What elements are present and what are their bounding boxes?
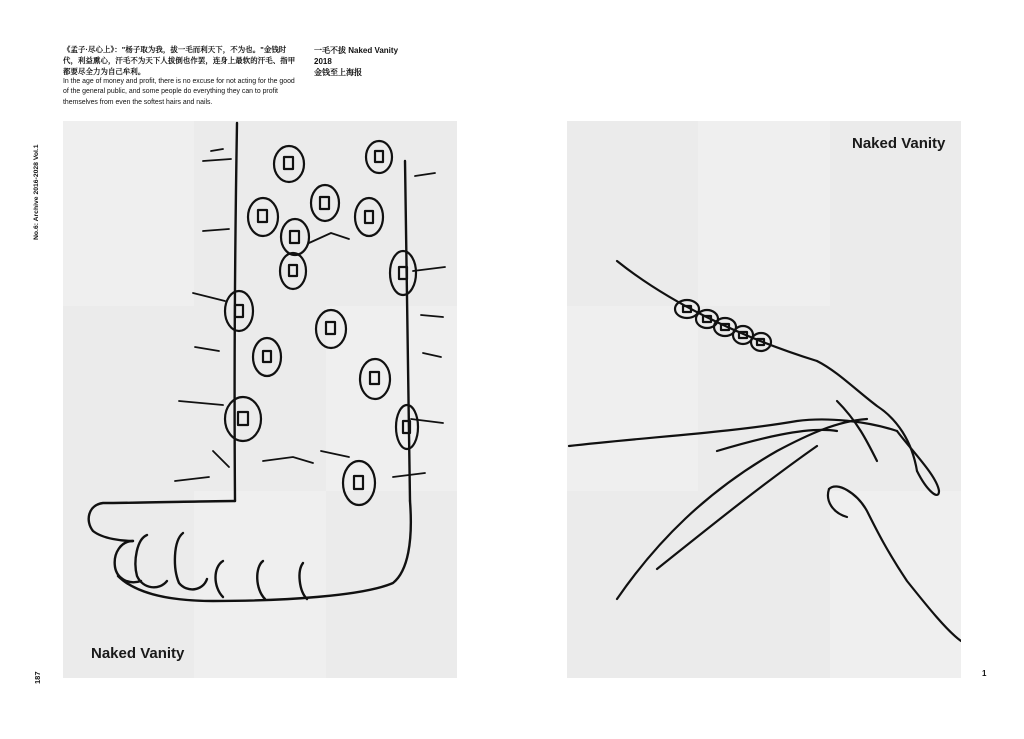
quote-english: In the age of money and profit, there is no excuse for not acting for the good of the general public, and some people do everything they can to profit themselves from even the softest hairs and nails. <box>63 78 295 106</box>
coin <box>274 146 304 182</box>
quote-chinese: 《孟子·尽心上》："杨子取为我，拔一毛而利天下，不为也。"金钱时代，利益熏心，汗毛不为天下人拔倒也作罢，连身上最软的汗毛、指甲都要尽全力为自己牟利。 <box>63 45 296 76</box>
coin <box>248 198 278 236</box>
poster-right-title: Naked Vanity <box>852 135 946 152</box>
poster-left-title: Naked Vanity <box>91 645 185 662</box>
work-medium: 金钱至上海报 <box>314 68 362 77</box>
poster-left <box>63 121 457 678</box>
page-number-right: 1 <box>982 669 987 678</box>
coin <box>253 338 281 376</box>
side-label-text: No.6: Archive 2016-2028 Vol.1 <box>33 144 40 240</box>
hand-skewer-drawing <box>567 121 961 678</box>
work-year: 2018 <box>314 57 332 66</box>
work-title: 一毛不拔 Naked Vanity <box>314 46 399 55</box>
coin <box>225 397 261 441</box>
coin <box>281 219 309 255</box>
page-number-left-text: 187 <box>33 671 42 684</box>
coin <box>225 291 253 331</box>
side-label <box>33 144 40 241</box>
poster-right <box>567 121 961 678</box>
coin <box>280 253 306 289</box>
foot-coins-drawing <box>63 121 457 678</box>
coin <box>355 198 383 236</box>
page-number-left <box>33 671 42 685</box>
coin <box>311 185 339 221</box>
coin <box>366 141 392 173</box>
work-info <box>314 45 434 78</box>
coin <box>390 251 416 295</box>
